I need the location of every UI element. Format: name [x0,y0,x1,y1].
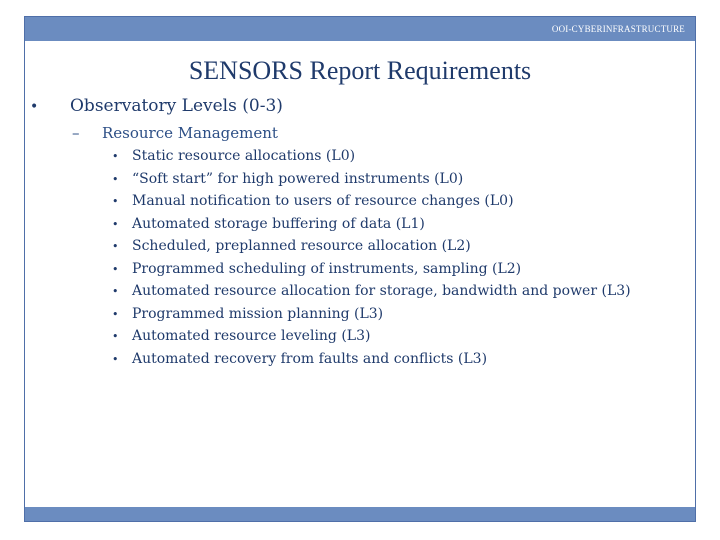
list-item-text: Manual notification to users of resource changes (L0) [132,193,514,209]
list-item-text: “Soft start” for high powered instruments (L0) [132,170,464,187]
list-item-text: Automated resource leveling (L3) [132,328,371,344]
bullet-icon: • [112,330,119,343]
list-item [112,351,631,374]
list-item-text: Automated recovery from faults and conflicts (L3) [132,350,488,367]
list-item-text: Scheduled, preplanned resource allocation (L2) [132,238,471,254]
list-item-text: Programmed scheduling of instruments, sampling (L2) [132,260,522,277]
list-item [112,261,631,284]
list-item [112,171,631,194]
dash-icon: – [72,124,80,142]
list-item [112,148,631,171]
level2-text: Resource Management [102,124,278,142]
header-label: OOI-CYBERINFRASTRUCTURE [551,24,685,34]
list-item-text: Automated storage buffering of data (L1) [132,215,425,232]
header-bar [25,17,695,41]
list-item-text: Automated resource allocation for storage, bandwidth and power (L3) [132,283,631,299]
bullet-icon: • [112,262,119,276]
footer-bar [25,507,695,521]
bullet-icon: • [112,195,119,208]
bullet-icon: • [112,150,119,163]
list-item-text: Static resource allocations (L0) [132,148,356,164]
list-item [112,216,631,239]
bullet-icon: • [112,172,119,186]
list-item [112,328,631,351]
bullet-icon: • [112,217,119,231]
list-item [112,238,631,261]
list-item-text: Programmed mission planning (L3) [132,305,384,322]
bullet-icon: • [112,240,119,253]
level1-text: Observatory Levels (0-3) [70,96,283,116]
bullet-icon: • [112,352,119,366]
list-item [112,283,631,306]
requirements-list [112,148,631,373]
bullet-icon: • [112,285,119,298]
level1-bullet-item [30,96,283,116]
bullet-icon: • [30,99,39,115]
list-item [112,306,631,329]
bullet-icon: • [112,307,119,321]
slide-title: SENSORS Report Requirements [188,56,532,85]
level2-bullet-item [72,124,278,142]
list-item [112,193,631,216]
